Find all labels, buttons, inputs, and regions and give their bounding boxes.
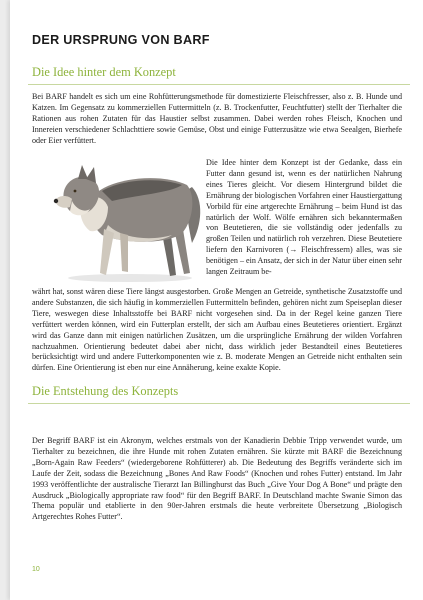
section-heading-idea: Die Idee hinter dem Konzept xyxy=(32,65,176,79)
paragraph-idea-continued: währt hat, sonst wären diese Tiere längst ausgestorben. Große Mengen an Getreide, synthetische Zusatzstoffe und andere Substanzen, die sich häufig in kommerziellen Futtermitteln befinden, gehören nicht zum Speiseplan dieser Tiere, weswegen diese Inhaltsstoffe bei BARF nicht vorgesehen sind. Da in der Regel keine ganzen Tiere verfüttert werden können, wird ein Futterplan erstellt, der sich am Aufbau eines Beutetieres orientiert. Ergänzt wird das Ganze dann mit einigen natürlichen Zusätzen, um die ursprüngliche Ernährung der wilden Vorfahren nachzuahmen. Orientierung bedeutet dabei aber nicht, dass wirklich jeder Bestandteil eines Beutetieres berücksichtigt wird und andere Futterkomponenten wie z. B. moderate Mengen an Getreide nicht enthalten sein dürfen. Eine Orientierung ist eben nur eine Annäherung, keine exakte Kopie. xyxy=(32,287,402,373)
wolf-image xyxy=(42,155,207,285)
paragraph-intro: Bei BARF handelt es sich um eine Rohfütterungsmethode für domestizierte Fleischfresser, also z. B. Hunde und Katzen. Im Gegensatz zu kommerziellen Futtermitteln (z. B. Trockenfutter, Feuchtfutter) stellt der Tierhalter die Rationen aus rohen Zutaten für das Haustier selbst zusammen. Dabei werden rohes Fleisch, Knochen und Innereien verschiedener Schlachttiere sowie Gemüse, Obst und einige Futterzusätze wie etwa Seealgen, Bierhefe oder Eier verfüttert. xyxy=(32,92,402,145)
document-page xyxy=(10,0,423,600)
section-divider xyxy=(28,84,410,85)
paragraph-origin: Der Begriff BARF ist ein Akronym, welches erstmals von der Kanadierin Debbie Tripp verwendet wurde, um Tierhalter zu bezeichnen, die ihre Hunde mit rohen Zutaten ernähren. Sie kürzte mit BARF die Bezeichnung „Born-Again Raw Feeders“ (wiedergeborene Rohfütterer) ab. Die Bedeutung des Begriffs veränderte sich im Laufe der Zeit, sodass die Bezeichnung „Bones And Raw Foods“ (Knochen und rohes Futter) entstand. Im Jahr 1993 veröffentlichte der australische Tierarzt Ian Billinghurst das Buch „Give Your Dog A Bone“ und prägte den Ausdruck „Biologically appropriate raw food“ für den Begriff BARF. In Deutschland machte Swanie Simon das Thema populär und etablierte in den 90er-Jahren erstmals die heute verbreitete Übersetzung „Biologisch Artgerechtes Rohes Futter“. xyxy=(32,436,402,522)
section-divider xyxy=(28,403,410,404)
paragraph-idea-side: Die Idee hinter dem Konzept ist der Gedanke, dass ein Futter dann gesund ist, wenn es der natürlichen Nahrung eines Tieres gleicht. Vor diesem Hintergrund bildet die Ernährung der biologischen Vorfahren einer Haustiergattung Vorbild für eine artgerechte Ernährung – beim Hund ist das natürlich der Wolf. Wölfe ernähren sich bekanntermaßen von Beutetieren, die sie vollständig oder jedenfalls zu großen Teilen und natürlich roh verzehren. Diese Beutetiere liefern den Karnivoren (→ Fleischfressern) alles, was sie benötigen – ein Ansatz, der sich in der Natur über einen sehr langen Zeitraum be- xyxy=(206,158,402,277)
document-title: DER URSPRUNG VON BARF xyxy=(32,33,210,47)
section-heading-origin: Die Entstehung des Konzepts xyxy=(32,384,179,398)
page-number: 10 xyxy=(32,566,40,573)
